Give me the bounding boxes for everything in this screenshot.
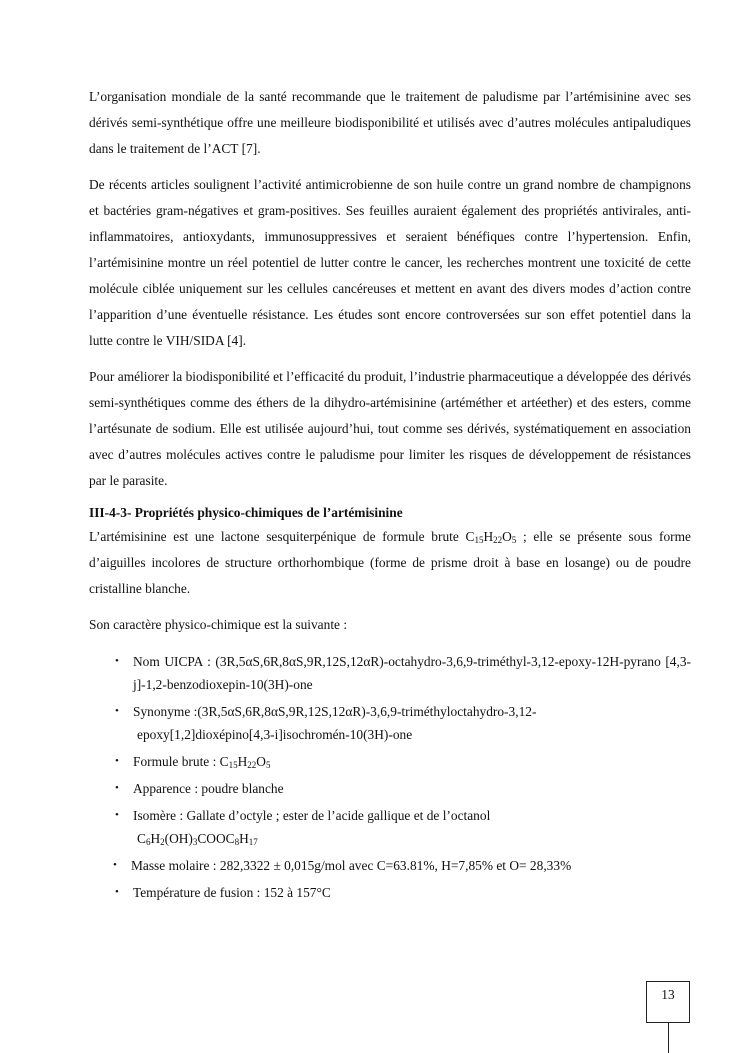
- properties-list: [89, 650, 691, 904]
- bullet-icon: •: [113, 859, 117, 871]
- paragraph-properties-lead: Son caractère physico-chimique est la suivante :: [89, 617, 348, 632]
- property-synonym: • Synonyme :(3R,5αS,6R,8αS,9R,12S,12αR)-3,6,9-triméthyloctahydro-3,12- epoxy[1,2]dioxépino[4,3-i]isochromén-10(3H)-one: [89, 700, 691, 746]
- paragraph-lactone-description: L’artémisinine est une lactone sesquiterpénique de formule brute $C_{15}H_{22}O_5$ ; elle se présente sous forme d’aiguilles incolores de structure orthorhombique (forme de prisme droit à base en losange) ou de poudre cristalline blanche.: [89, 529, 692, 596]
- property-isomer: • Isomère : Gallate d’octyle ; ester de l’acide gallique et de l’octanol $C_6H_2(OH)_3COOC_8H_{17}$: [89, 804, 691, 850]
- section-heading: III-4-3- Propriétés physico-chimiques de l’artémisinine: [89, 505, 403, 520]
- bullet-icon: •: [115, 705, 119, 717]
- bullet-icon: •: [115, 755, 119, 767]
- paragraph-bioavailability: Pour améliorer la biodisponibilité et l’efficacité du produit, l’industrie pharmaceutique a développée des dérivés semi-synthétiques comme des éthers de la dihydro-artémisinine (artéméther et artéether) et des esters, comme l’artésunate de sodium. Elle est utilisée aujourd’hui, tout comme ses dérivés, systématiquement en association avec d’autres molécules actives contre le paludisme pour limiter les risques de développement de résistances par le parasite.: [89, 369, 691, 488]
- paragraph-who-recommendation: L’organisation mondiale de la santé recommande que le traitement de paludisme par l’artémisinine avec ses dérivés semi-synthétique offre une meilleure biodisponibilité et utilisés avec d’autres molécules antipaludiques dans le traitement de l’ACT [7].: [89, 89, 691, 156]
- isomer-formula: $C_6H_2(OH)_3COOC_8H_{17}$: [137, 831, 258, 847]
- bullet-icon: •: [115, 782, 119, 794]
- property-iupac-name: • Nom UICPA : (3R,5αS,6R,8αS,9R,12S,12αR)-octahydro-3,6,9-triméthyl-3,12-epoxy-12H-pyrano [4,3-j]-1,2-benzodioxepin-10(3H)-one: [89, 650, 691, 696]
- bullet-icon: •: [115, 886, 119, 898]
- bullet-icon: •: [115, 809, 119, 821]
- property-molar-mass: • Masse molaire : 282,3322 ± 0,015g/mol avec C=63.81%, H=7,85% et O= 28,33%: [89, 854, 691, 877]
- page-number-divider: [668, 1023, 669, 1053]
- property-appearance: • Apparence : poudre blanche: [89, 777, 691, 800]
- paragraph-antimicrobial-activity: De récents articles soulignent l’activité antimicrobienne de son huile contre un grand nombre de champignons et bactéries gram-négatives et gram-positives. Ses feuilles auraient également des propriétés antivirales, anti-inflammatoires, antioxydants, immunosuppressives et seraient bénéfiques contre l’hypertension. Enfin, l’artémisinine montre un réel potentiel de lutter contre le cancer, les recherches montrent une toxicité de cette molécule ciblée uniquement sur les cellules cancéreuses et mettent en avant des divers modes d’action contre l’apparition d’une éventuelle résistance. Les études sont encore controversées sur son effet potentiel dans la lutte contre le VIH/SIDA [4].: [89, 177, 691, 348]
- page-body: [89, 84, 691, 908]
- bullet-icon: •: [115, 655, 119, 667]
- page-number-box: [646, 981, 690, 1023]
- property-melting-point: • Température de fusion : 152 à 157°C: [89, 881, 691, 904]
- page-number: 13: [661, 987, 675, 1002]
- property-formula: • Formule brute : $C_{15}H_{22}O_5$: [89, 750, 691, 773]
